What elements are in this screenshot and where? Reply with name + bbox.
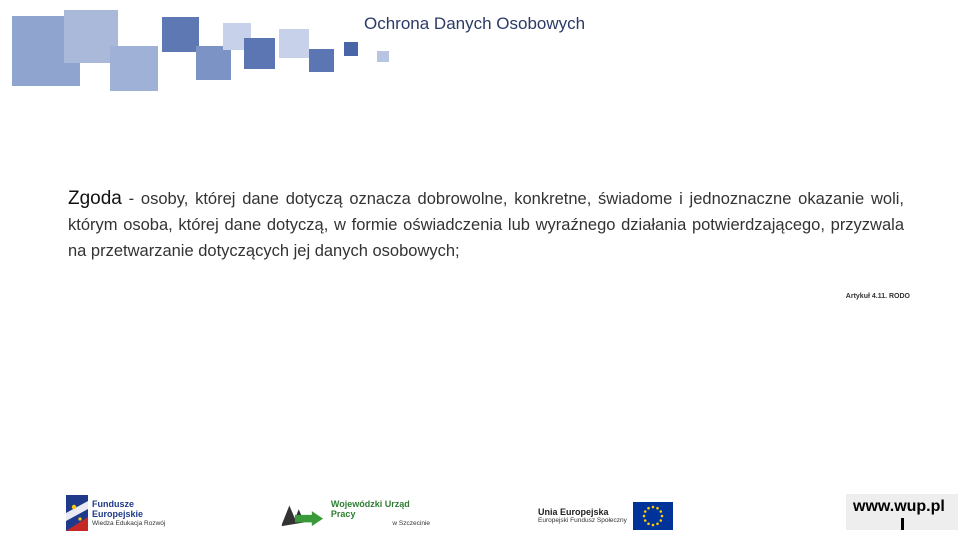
logo-fe-line1: Fundusze — [92, 498, 134, 509]
decor-square — [244, 38, 275, 69]
text-cursor — [901, 518, 904, 530]
eu-flag-icon — [633, 502, 673, 530]
definition-text: osoby, której dane dotyczą oznacza dobrowolne, konkretne, świadome i jednoznaczne okazanie woli, którym osoba, której dane dotyczą, w formie oświadczenia lub wyraźnego działania potwierdzającego, przyzwala na przetwarzanie dotyczących jej danych osobowych; — [68, 190, 904, 260]
fundusze-europejskie-icon — [66, 495, 88, 531]
wup-logo-icon — [280, 497, 325, 529]
definition-paragraph — [68, 186, 904, 264]
definition-separator: - — [121, 190, 141, 208]
logo-wup — [280, 496, 430, 530]
page-title: Ochrona Danych Osobowych — [364, 14, 586, 33]
source-reference: Artykuł 4.11. RODO — [845, 293, 910, 300]
definition-term: Zgoda — [68, 188, 122, 209]
logo-fe-line3: Wiedza Edukacja Rozwój — [92, 519, 166, 527]
logo-unia-europejska — [538, 500, 678, 532]
decor-square — [110, 46, 158, 91]
website-url: www.wup.pl — [853, 498, 945, 515]
decor-square — [162, 17, 199, 52]
logo-ue-line2: Europejski Fundusz Społeczny — [538, 517, 627, 525]
logo-fe-line2: Europejskie — [92, 509, 144, 520]
logo-wup-line2: w Szczecinie — [392, 519, 430, 527]
logo-fundusze-europejskie — [66, 494, 170, 532]
decor-square — [309, 49, 334, 72]
website-url-box — [846, 494, 958, 530]
decor-square — [344, 42, 358, 56]
decor-square — [196, 46, 231, 80]
decor-square — [377, 51, 389, 62]
logo-ue-line1: Unia Europejska — [538, 507, 609, 518]
decor-square — [279, 29, 309, 58]
logo-wup-line1: Wojewódzki Urząd Pracy — [330, 498, 410, 520]
